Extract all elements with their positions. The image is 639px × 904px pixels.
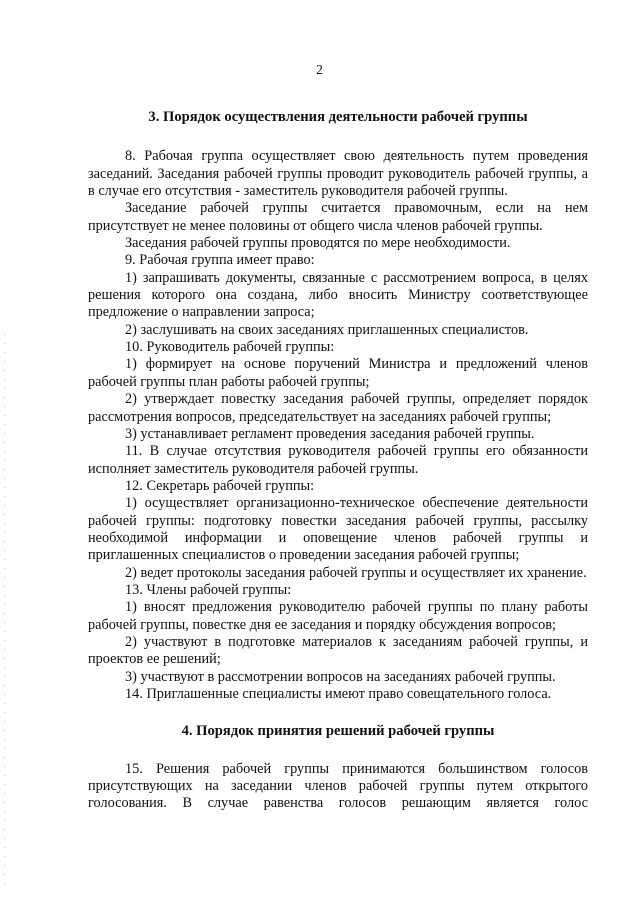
- binder-hole-marks: [2, 330, 8, 890]
- paragraph: 1) запрашивать документы, связанные с рассмотрением вопроса, в целях решения которого она создана, либо вносить Министру соответствующее предложение о направлении запроса;: [88, 269, 588, 321]
- paragraph: 2) ведет протоколы заседания рабочей группы и осуществляет их хранение.: [125, 564, 587, 581]
- paragraph: 1) вносят предложения руководителю рабочей группы по плану работы рабочей группы, повестке дня ее заседания и порядку обсуждения вопросов;: [88, 599, 588, 633]
- paragraph: 10. Руководитель рабочей группы:: [125, 339, 335, 356]
- paragraph: 2) заслушивать на своих заседаниях приглашенных специалистов.: [125, 321, 529, 338]
- paragraph: Заседание рабочей группы считается правомочным, если на нем присутствует не менее половины от общего числа членов рабочей группы.: [88, 200, 588, 234]
- paragraph: 2) участвуют в подготовке материалов к заседаниям рабочей группы, и проектов ее решений;: [88, 633, 588, 668]
- paragraph: 12. Секретарь рабочей группы:: [125, 477, 315, 494]
- paragraph: 3) устанавливает регламент проведения заседания рабочей группы.: [125, 425, 535, 442]
- paragraph: 13. Члены рабочей группы:: [125, 581, 292, 598]
- paragraph: 14. Приглашенные специалисты имеют право совещательного голоса.: [125, 686, 552, 702]
- paragraph: 8. Рабочая группа осуществляет свою деятельность путем проведения заседаний. Заседания рабочей группы проводит руководитель рабочей группы, а в случае его отсутствия - заместитель руководителя рабочей группы.: [88, 148, 588, 200]
- section-4-title: 4. Порядок принятия решений рабочей группы: [181, 723, 495, 740]
- page-number: 2: [316, 62, 323, 77]
- paragraph: 11. В случае отсутствия руководителя рабочей группы его обязанности исполняет заместитель руководителя рабочей группы.: [88, 443, 588, 477]
- section-3-title: 3. Порядок осуществления деятельности рабочей группы: [148, 109, 528, 125]
- paragraph: 1) осуществляет организационно-техническое обеспечение деятельности рабочей группы: подготовку повестки заседания рабочей группы, рассылку необходимой информации и оповещение членов рабочей группы и приглашенных специалистов о проведении заседания рабочей группы;: [88, 495, 588, 564]
- document-body: [88, 109, 588, 813]
- paragraph: 1) формирует на основе поручений Министра и предложений членов рабочей группы план работы рабочей группы;: [88, 356, 588, 390]
- paragraph: 2) утверждает повестку заседания рабочей группы, определяет порядок рассмотрения вопросов, председательствует на заседаниях рабочей группы;: [88, 391, 588, 425]
- paragraph: 15. Решения рабочей группы принимаются большинством голосов присутствующих на заседании членов рабочей группы путем открытого голосования. В случае равенства голосов решающим является голос: [88, 760, 588, 812]
- paragraph: 9. Рабочая группа имеет право:: [125, 252, 315, 269]
- paragraph: Заседания рабочей группы проводятся по мере необходимости.: [125, 235, 511, 252]
- paragraph: 3) участвуют в рассмотрении вопросов на заседаниях рабочей группы.: [125, 668, 556, 685]
